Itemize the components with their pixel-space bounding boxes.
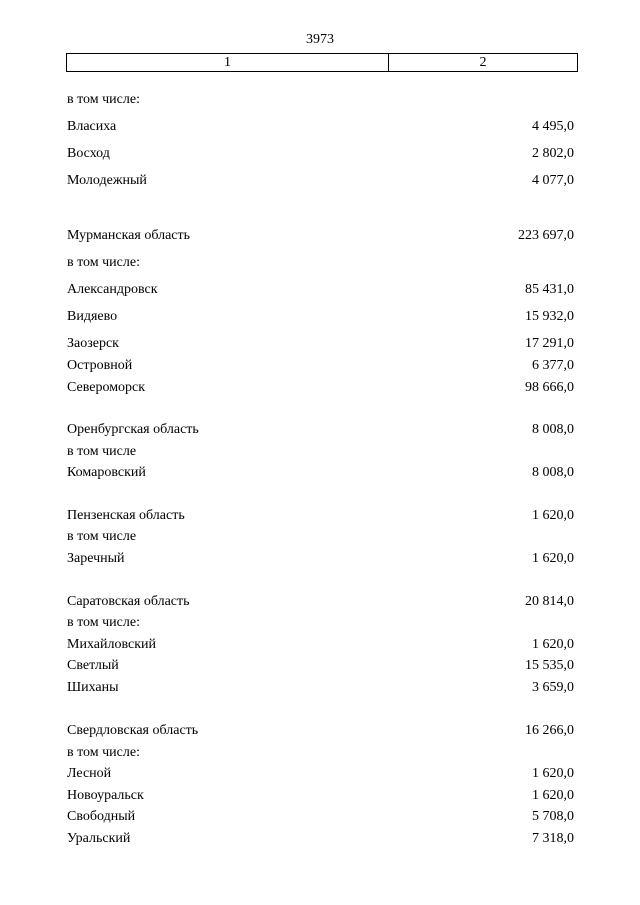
row-label: Островной <box>67 358 133 373</box>
row-value: 3 659,0 <box>532 680 574 695</box>
row-value: 5 708,0 <box>532 809 574 824</box>
row-label: Пензенская область <box>67 508 185 523</box>
row-value: 7 318,0 <box>532 831 574 846</box>
table-row <box>67 172 574 190</box>
row-label: в том числе: <box>67 615 140 630</box>
table-row <box>67 550 574 568</box>
table-row <box>67 443 574 461</box>
row-label: Михайловский <box>67 637 156 652</box>
table-row <box>67 528 574 546</box>
row-value: 6 377,0 <box>532 358 574 373</box>
row-label: в том числе: <box>67 92 140 107</box>
table-row <box>67 679 574 697</box>
column-header-table <box>66 53 578 72</box>
row-value: 1 620,0 <box>532 637 574 652</box>
row-value: 1 620,0 <box>532 551 574 566</box>
row-label: Молодежный <box>67 173 147 188</box>
table-row <box>67 281 574 299</box>
row-label: Светлый <box>67 658 119 673</box>
table-row <box>67 145 574 163</box>
table-row <box>67 379 574 397</box>
table-row <box>67 593 574 611</box>
row-label: в том числе <box>67 529 137 544</box>
row-label: Уральский <box>67 831 131 846</box>
row-label: Североморск <box>67 380 146 395</box>
row-label: Власиха <box>67 119 117 134</box>
row-value: 1 620,0 <box>532 508 574 523</box>
row-label: в том числе: <box>67 255 140 270</box>
row-label: Саратовская область <box>67 594 190 609</box>
row-value: 20 814,0 <box>525 594 574 609</box>
row-label: Свободный <box>67 809 136 824</box>
row-label: Мурманская область <box>67 228 191 243</box>
row-value: 2 802,0 <box>532 146 574 161</box>
row-label: в том числе <box>67 444 137 459</box>
column-header-1: 1 <box>67 54 389 71</box>
row-label: Комаровский <box>67 465 146 480</box>
table-row <box>67 227 574 245</box>
table-row <box>67 765 574 783</box>
row-label: в том числе: <box>67 745 140 760</box>
row-label: Восход <box>67 146 110 161</box>
row-label: Заозерск <box>67 336 119 351</box>
table-row <box>67 507 574 525</box>
row-value: 15 535,0 <box>525 658 574 673</box>
row-value: 15 932,0 <box>525 309 574 324</box>
row-value: 16 266,0 <box>525 723 574 738</box>
table-row <box>67 830 574 848</box>
row-label: Шиханы <box>67 680 119 695</box>
table-row <box>67 657 574 675</box>
table-row <box>67 357 574 375</box>
row-value: 17 291,0 <box>525 336 574 351</box>
table-row <box>67 744 574 762</box>
table-row <box>67 787 574 805</box>
table-row <box>67 808 574 826</box>
row-value: 4 077,0 <box>532 173 574 188</box>
page-number: 3973 <box>306 32 334 47</box>
table-row <box>67 335 574 353</box>
row-label: Лесной <box>67 766 112 781</box>
table-row <box>67 614 574 632</box>
row-value: 223 697,0 <box>518 228 574 243</box>
row-label: Александровск <box>67 282 158 297</box>
table-row <box>67 254 574 272</box>
table-row <box>67 421 574 439</box>
row-value: 8 008,0 <box>532 422 574 437</box>
table-row <box>67 91 574 109</box>
table-row <box>67 722 574 740</box>
table-row <box>67 308 574 326</box>
row-value: 4 495,0 <box>532 119 574 134</box>
row-label: Свердловская область <box>67 723 199 738</box>
table-row <box>67 118 574 136</box>
row-value: 1 620,0 <box>532 788 574 803</box>
row-value: 1 620,0 <box>532 766 574 781</box>
row-label: Оренбургская область <box>67 422 199 437</box>
table-row <box>67 636 574 654</box>
table-row <box>67 464 574 482</box>
row-label: Новоуральск <box>67 788 144 803</box>
row-label: Видяево <box>67 309 118 324</box>
row-value: 8 008,0 <box>532 465 574 480</box>
row-value: 85 431,0 <box>525 282 574 297</box>
column-header-2: 2 <box>479 54 487 70</box>
row-value: 98 666,0 <box>525 380 574 395</box>
row-label: Заречный <box>67 551 125 566</box>
